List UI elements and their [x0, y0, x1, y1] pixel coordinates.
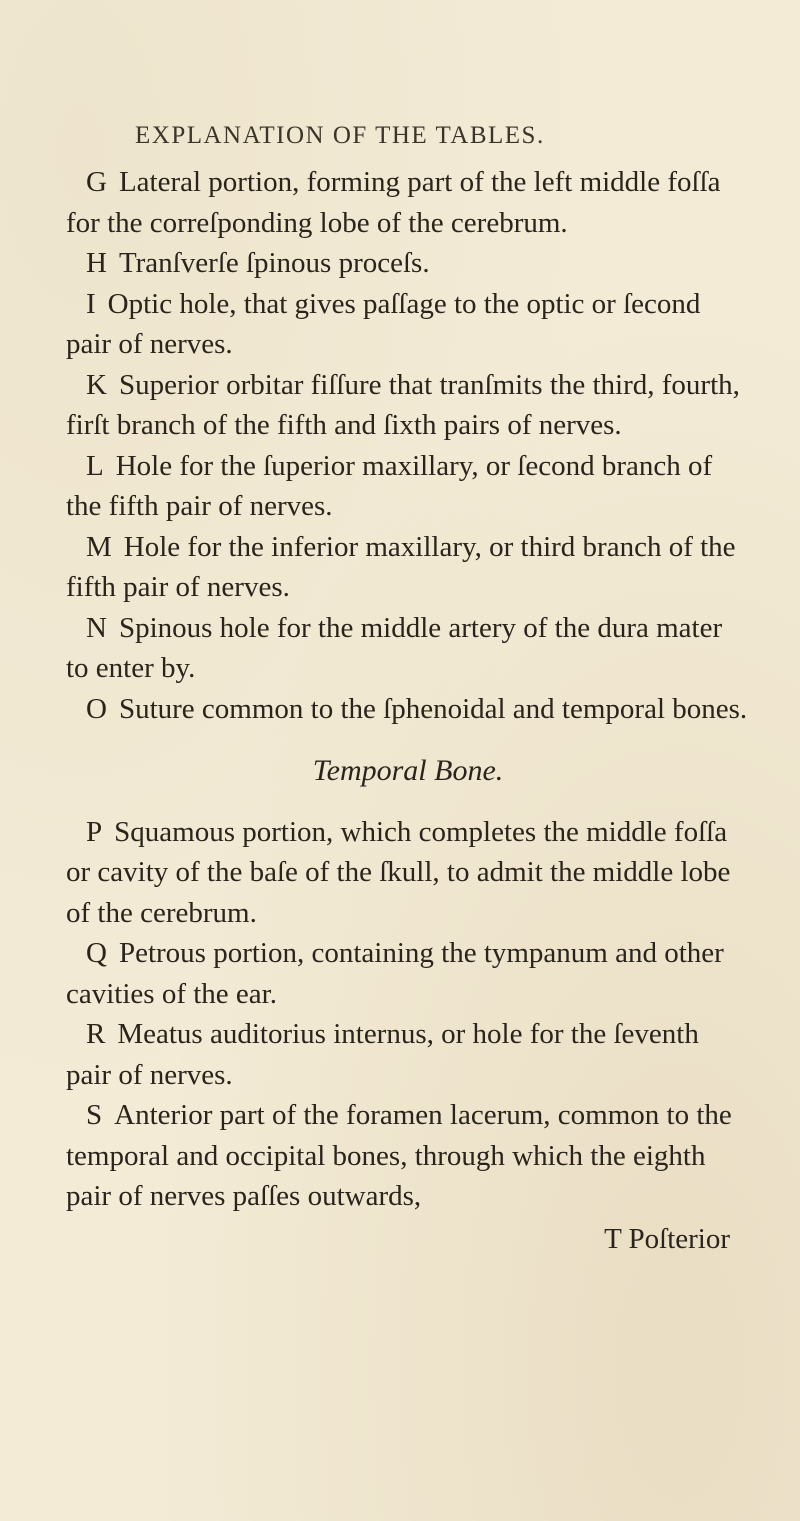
entry-s: [66, 1095, 750, 1217]
entry-key: R: [86, 1018, 106, 1050]
entry-h: [66, 243, 750, 284]
entry-key: Q: [86, 937, 107, 969]
entry-k: [66, 365, 750, 446]
entry-text: Superior orbitar fiſſure that tranſmits the third, fourth, firſt branch of the fifth and ſixth pairs of nerves.: [66, 368, 740, 441]
entry-key: I: [86, 287, 96, 320]
entry-l: [66, 446, 750, 527]
entry-text: Lateral portion, forming part of the left middle foſſa for the correſponding lobe of the cerebrum.: [66, 166, 721, 239]
entry-m: [66, 527, 750, 608]
entry-text: Hole for the ſuperior maxillary, or ſecond branch of the fifth pair of nerves.: [66, 449, 713, 522]
entry-key: L: [86, 449, 104, 482]
entry-key: S: [86, 1099, 103, 1131]
entry-key: K: [86, 368, 107, 401]
entry-text: Spinous hole for the middle artery of the dura mater to enter by.: [66, 611, 723, 684]
entry-g: [66, 162, 750, 243]
entry-r: [66, 1014, 750, 1095]
entry-text: Squamous portion, which completes the middle foſſa or cavity of the baſe of the ſkull, to admit the middle lobe of the cerebrum.: [66, 815, 731, 929]
section-title: Temporal Bone.: [312, 754, 504, 787]
entry-key: G: [86, 166, 107, 198]
entry-key: N: [86, 611, 107, 644]
entry-text: Hole for the inferior maxillary, or third branch of the fifth pair of nerves.: [66, 530, 736, 603]
entry-key: O: [86, 692, 107, 725]
entry-key: M: [86, 530, 112, 563]
entry-i: [66, 284, 750, 365]
entry-text: Anterior part of the foramen lacerum, common to the temporal and occipital bones, through which the eighth pair of nerves paſſes outwards,: [66, 1099, 732, 1212]
entry-text: Optic hole, that gives paſſage to the optic or ſecond pair of nerves.: [66, 287, 701, 360]
catchword: T Poſterior: [604, 1222, 730, 1255]
entry-text: Petrous portion, containing the tympanum and other cavities of the ear.: [66, 937, 724, 1010]
entry-text: Meatus auditorius internus, or hole for the ſeventh pair of nerves.: [66, 1018, 699, 1091]
entry-n: [66, 608, 750, 689]
entry-key: P: [86, 815, 103, 848]
page-body: [66, 162, 750, 1259]
entry-text: Suture common to the ſphenoidal and temporal bones.: [118, 692, 748, 725]
running-head: EXPLANATION OF THE TABLES.: [135, 122, 545, 149]
entry-o: [66, 689, 750, 730]
entry-text: Tranſverſe ſpinous proceſs.: [118, 247, 430, 279]
entry-p: [66, 812, 750, 934]
entry-q: [66, 933, 750, 1014]
entry-key: H: [86, 247, 107, 279]
